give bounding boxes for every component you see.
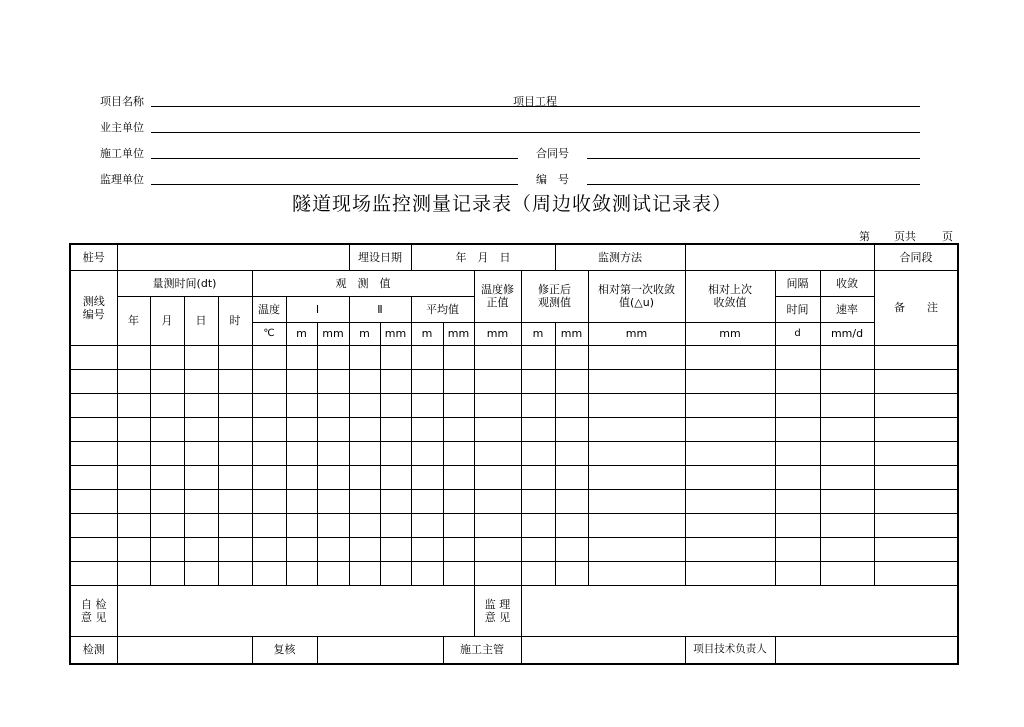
interval-time-header: 时间	[775, 296, 820, 322]
table-row	[70, 441, 958, 465]
construction-head-label: 施工主管	[443, 636, 521, 664]
unit-celsius: ℃	[252, 322, 286, 345]
remarks-header: 备 注	[874, 270, 958, 345]
table-row	[70, 513, 958, 537]
unit-m-2: m	[349, 322, 380, 345]
observed-value-header: 观 测 值	[252, 270, 474, 296]
tech-head-field[interactable]	[775, 636, 958, 664]
day-header: 日	[184, 296, 218, 345]
page-info-di: 第	[859, 230, 870, 243]
unit-mm-6: mm	[588, 322, 685, 345]
obs-i-header: Ⅰ	[286, 296, 349, 322]
supervision-field[interactable]	[521, 585, 958, 636]
corrected-value-label: 修正后观测值	[538, 283, 572, 309]
month-header: 月	[150, 296, 184, 345]
conv-header-1: 收敛	[820, 270, 874, 296]
page-info-ye: 页	[942, 230, 953, 243]
table-row	[70, 417, 958, 441]
unit-d: d	[775, 322, 820, 345]
table-row	[70, 393, 958, 417]
unit-mm-3: mm	[443, 322, 474, 345]
contractor-line	[151, 158, 518, 159]
contract-section-label: 合同段	[874, 244, 958, 270]
page-title: 隧道现场监控测量记录表（周边收敛测试记录表）	[291, 193, 732, 215]
table-row	[70, 369, 958, 393]
unit-m-5: m	[521, 322, 555, 345]
rel-last-label: 相对上次收敛值	[708, 283, 753, 309]
table-row	[70, 537, 958, 561]
tech-head-label: 项目技术负责人	[685, 636, 775, 664]
rel-last-header	[685, 270, 775, 322]
line-no-label: 测线编号	[82, 294, 105, 321]
owner-label: 业主单位	[100, 121, 144, 134]
check-field[interactable]	[117, 636, 252, 664]
check-label: 检测	[70, 636, 117, 664]
table-row	[70, 345, 958, 369]
interval-header: 间隔	[775, 270, 820, 296]
self-check-label: 自 检 意 见	[70, 585, 117, 636]
bury-date-label: 埋设日期	[349, 244, 411, 270]
temp-correction-label: 温度修正值	[481, 283, 515, 309]
table-row	[70, 489, 958, 513]
project-name-value: 项目工程	[513, 95, 557, 108]
number-line	[587, 184, 920, 185]
rel-first-header	[588, 270, 685, 322]
unit-mm-7: mm	[685, 322, 775, 345]
table-row	[70, 561, 958, 585]
line-no-header	[70, 270, 117, 345]
contract-no-line	[587, 158, 920, 159]
temperature-header: 温度	[252, 296, 286, 322]
supervision-label: 监 理 意 见	[474, 585, 521, 636]
unit-m-3: m	[411, 322, 443, 345]
number-label: 编 号	[536, 173, 569, 186]
page-info-ye-gong: 页共	[894, 230, 916, 243]
unit-mm-5: mm	[555, 322, 588, 345]
rel-first-label: 相对第一次收敛值(△u)	[598, 283, 676, 309]
conv-header-2: 速率	[820, 296, 874, 322]
bury-date-value[interactable]: 年 月 日	[411, 244, 555, 270]
self-check-field[interactable]	[117, 585, 474, 636]
recheck-label: 复核	[252, 636, 317, 664]
supervisor-line	[151, 184, 518, 185]
obs-ii-header: Ⅱ	[349, 296, 411, 322]
table-row	[70, 465, 958, 489]
unit-m-1: m	[286, 322, 317, 345]
recheck-field[interactable]	[317, 636, 443, 664]
pile-no-value[interactable]	[117, 244, 349, 270]
contract-no-label: 合同号	[536, 147, 569, 160]
monitor-method-label: 监测方法	[555, 244, 685, 270]
owner-line	[151, 132, 920, 133]
unit-mm-1: mm	[317, 322, 349, 345]
unit-mm-4: mm	[474, 322, 521, 345]
temp-correction-header	[474, 270, 521, 322]
construction-head-field[interactable]	[521, 636, 685, 664]
record-table	[69, 243, 959, 665]
monitor-method-value[interactable]	[685, 244, 874, 270]
hour-header: 时	[218, 296, 252, 345]
average-header: 平均值	[411, 296, 474, 322]
year-header: 年	[117, 296, 150, 345]
unit-mmd: mm/d	[820, 322, 874, 345]
unit-mm-2: mm	[380, 322, 411, 345]
supervisor-label: 监理单位	[100, 173, 144, 186]
project-name-label: 项目名称	[100, 95, 144, 108]
corrected-value-header	[521, 270, 588, 322]
pile-no-label: 桩号	[70, 244, 117, 270]
measure-time-header: 量测时间(dt)	[117, 270, 252, 296]
contractor-label: 施工单位	[100, 147, 144, 160]
